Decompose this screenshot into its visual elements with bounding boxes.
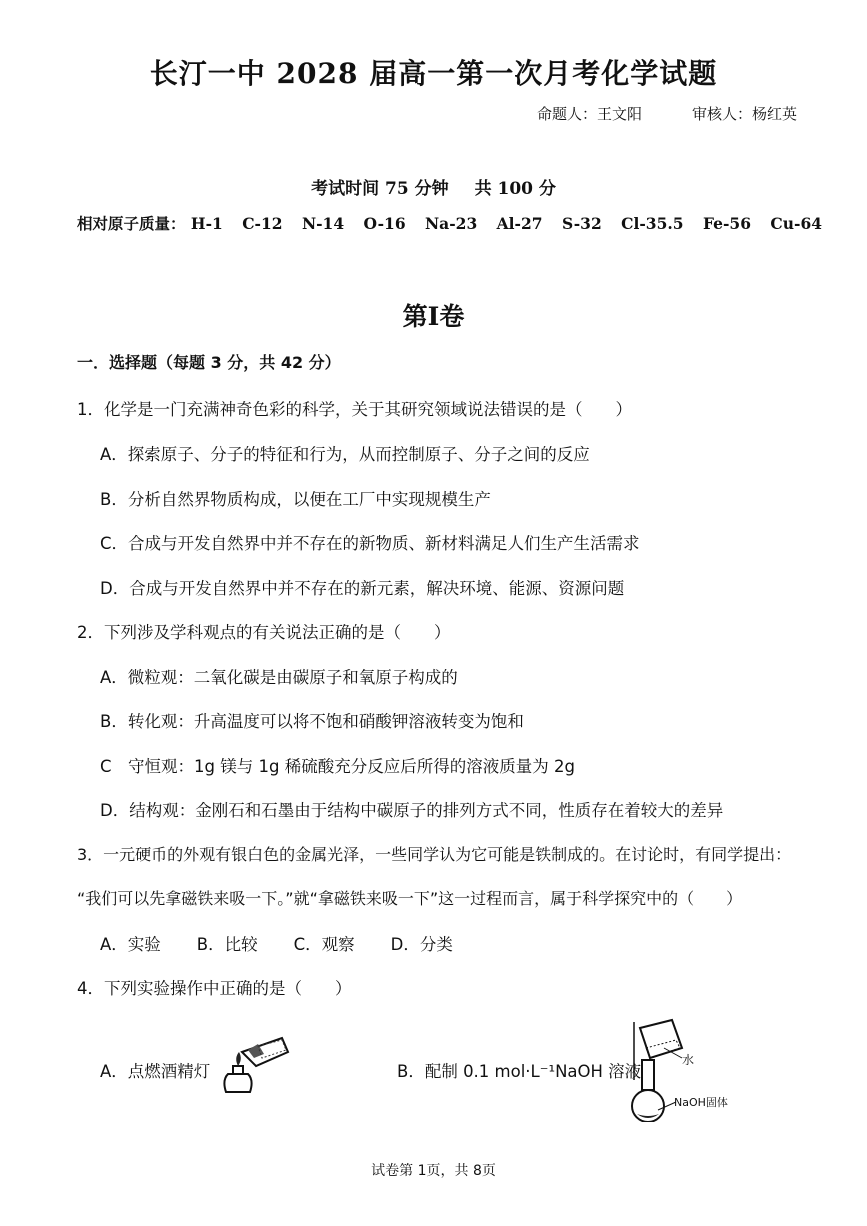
naoh-solid-icon	[637, 1114, 659, 1118]
atomic-masses	[77, 212, 836, 234]
lamp-neck-lower	[233, 1066, 243, 1074]
flame-icon	[236, 1052, 241, 1066]
question-4-option-a: A．点燃酒精灯	[100, 1062, 211, 1081]
question-1-option-b: B．分析自然界物质构成，以便在工厂中实现规模生产	[100, 490, 491, 509]
atomic-mass-item: C-12	[242, 214, 283, 233]
question-1-option-d: D．合成与开发自然界中并不存在的新元素，解决环境、能源、资源问题	[100, 579, 625, 598]
exam-title: 长汀一中 2028 届高一第一次月考化学试题	[149, 57, 718, 90]
atomic-mass-item: S-32	[561, 214, 602, 233]
beaker-icon	[640, 1020, 682, 1058]
question-4-stem: 4．下列实验操作中正确的是（ ）	[77, 979, 352, 998]
atomic-mass-item: Cu-64	[770, 214, 823, 233]
question-1-option-c: C．合成与开发自然界中并不存在的新物质、新材料满足人们生产生活需求	[100, 534, 640, 553]
question-3-option-a: A．实验	[100, 935, 161, 954]
question-2-option-d: D．结构观：金刚石和石墨由于结构中碳原子的排列方式不同，性质存在着较大的差异	[100, 801, 724, 820]
question-3-options	[100, 931, 489, 955]
question-2-option-b: B．转化观：升高温度可以将不饱和硝酸钾溶液转变为饱和	[100, 712, 524, 731]
authors-line	[529, 103, 797, 124]
question-2-option-a: A．微粒观：二氧化碳是由碳原子和氧原子构成的	[100, 668, 458, 687]
question-1-option-a: A．探索原子、分子的特征和行为，从而控制原子、分子之间的反应	[100, 445, 590, 464]
volumetric-flask-figure	[620, 1018, 760, 1122]
reviewer-name: 审核人：杨红英	[691, 105, 797, 123]
page-footer: 试卷第 1页，共 8页	[371, 1163, 496, 1179]
question-3-option-c: C．观察	[293, 935, 355, 954]
beaker-water	[646, 1040, 680, 1058]
atomic-mass-item: N-14	[301, 214, 345, 233]
question-1-stem: 1．化学是一门充满神奇色彩的科学，关于其研究领域说法错误的是（ ）	[77, 400, 632, 419]
question-3-option-d: D．分类	[390, 935, 453, 954]
atomic-mass-item: Fe-56	[702, 214, 751, 233]
lamp-body-lower	[224, 1074, 251, 1092]
atomic-mass-item: Al-27	[496, 214, 543, 233]
atomic-mass-item: O-16	[363, 214, 406, 233]
atomic-mass-item: Na-23	[425, 214, 478, 233]
atomic-mass-item: Cl-35.5	[621, 214, 684, 233]
atomic-mass-item: H-1	[190, 214, 223, 233]
exam-total-score: 共 100 分	[474, 179, 556, 199]
question-2-option-c: C 守恒观：1g 镁与 1g 稀硫酸充分反应后所得的溶液质量为 2g	[100, 757, 575, 776]
water-label: 水	[682, 1053, 695, 1067]
flask-neck	[642, 1060, 654, 1090]
exam-duration: 考试时间 75 分钟	[311, 179, 449, 199]
exam-info	[0, 174, 867, 199]
naoh-solid-label: NaOH固体	[674, 1096, 728, 1109]
setter-name: 命题人：王文阳	[536, 105, 642, 123]
question-3-option-b: B．比较	[196, 935, 258, 954]
alcohol-lamp-figure	[212, 1030, 292, 1100]
section-heading: 一．选择题（每题 3 分，共 42 分）	[77, 353, 341, 372]
question-4-option-b: B．配制 0.1 mol·L⁻¹NaOH 溶液	[397, 1062, 642, 1081]
atomic-masses-label: 相对原子质量：	[77, 214, 186, 233]
question-3-stem-line-1: 3．一元硬币的外观有银白色的金属光泽，一些同学认为它可能是铁制成的。在讨论时，有同学提出：	[77, 845, 792, 864]
volume-heading: 第Ⅰ卷	[402, 302, 465, 331]
question-2-stem: 2．下列涉及学科观点的有关说法正确的是（ ）	[77, 623, 451, 642]
question-3-stem-line-2: “我们可以先拿磁铁来吸一下。”就“拿磁铁来吸一下”这一过程而言，属于科学探究中的（ ）	[77, 889, 743, 908]
